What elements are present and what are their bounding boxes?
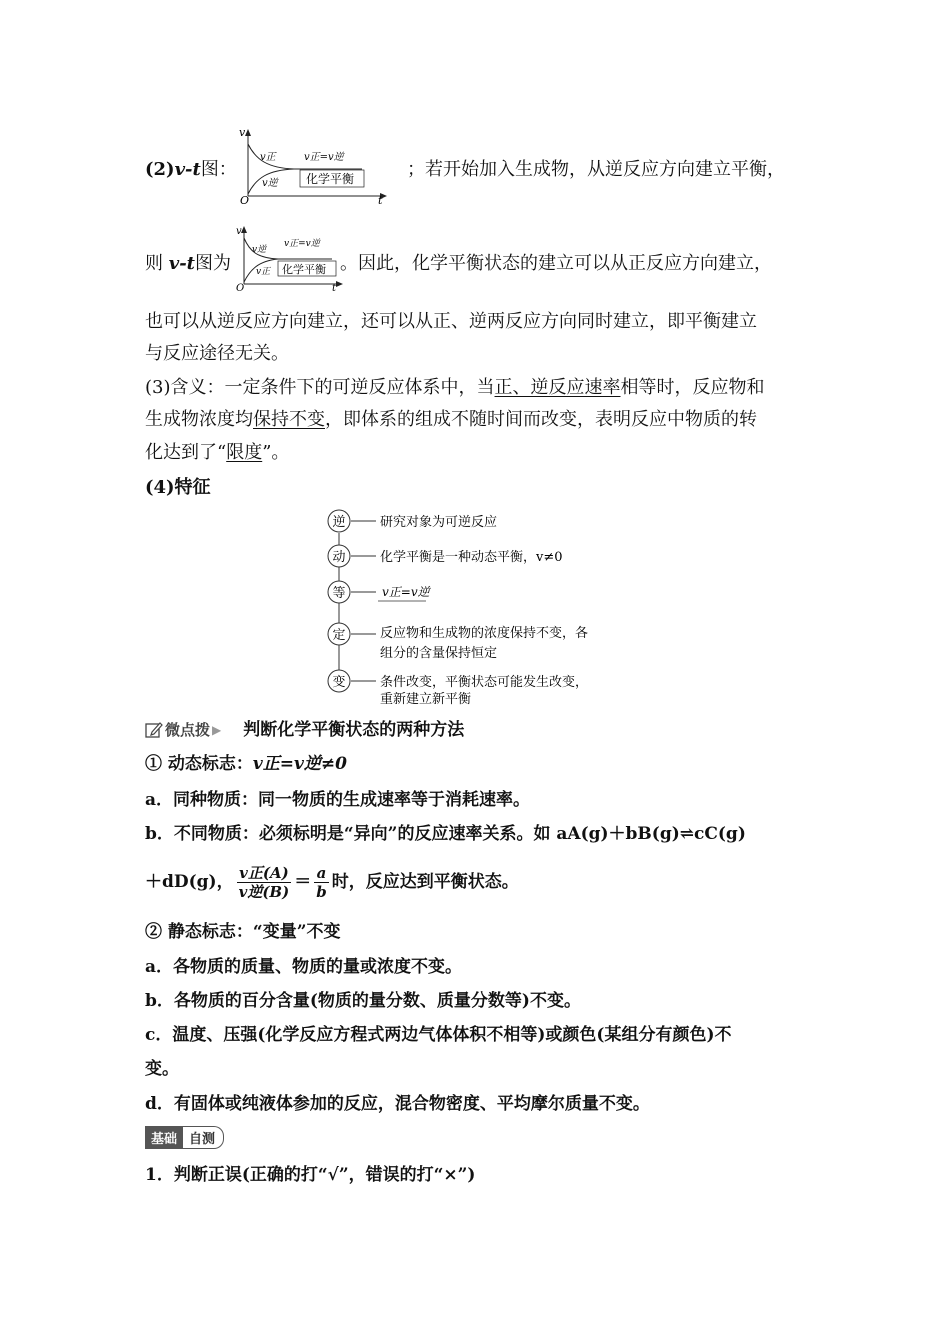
feature-row-0 (328, 510, 497, 532)
feature-text-2: v正=v逆 (382, 585, 430, 599)
fig1-axis-t: t (378, 194, 383, 207)
tip-title: 判断化学平衡状态的两种方法 (243, 720, 465, 740)
rate-num: v正(A) (237, 864, 292, 883)
p2-line1 (145, 158, 237, 182)
p2-after-fig2: 。因此，化学平衡状态的建立可以从正反应方向建立， (340, 253, 772, 274)
p2-line3: 也可以从逆反应方向建立，还可以从正、逆两反应方向同时建立，即平衡建立 (145, 311, 757, 332)
m1-eq: ＝ (294, 872, 312, 892)
p2-after-fig1: ；若开始加入生成物，从逆反应方向建立平衡， (407, 159, 785, 180)
m1-a: a．同种物质：同一物质的生成速率等于消耗速率。 (145, 790, 531, 810)
fig1-axis-v: v (239, 126, 246, 139)
self-test-badge (145, 1126, 224, 1148)
p3-l1-a: (3)含义：一定条件下的可逆反应体系中，当 (145, 377, 495, 398)
p2-then: 则 (145, 253, 163, 274)
m1-head (145, 752, 347, 776)
feature-char-4: 变 (332, 675, 346, 690)
tip-arrow-icon: ▶ (212, 723, 222, 737)
m1-head-text: ① 动态标志： (145, 754, 253, 774)
p3-l2-u: 保持不变 (253, 409, 325, 430)
p2-line2 (145, 252, 231, 276)
p2-graph-is: 图为 (194, 253, 231, 274)
feature-text-4a: 条件改变，平衡状态可能发生改变， (380, 675, 589, 690)
feature-row-3 (328, 623, 588, 661)
q1: 1．判断正误(正确的打“√”，错误的打“×”) (145, 1165, 476, 1185)
fig2-axis-t: t (332, 283, 337, 294)
fig2-upper: v逆 (252, 245, 267, 255)
fig2-axis-o: O (236, 283, 245, 294)
feature-char-0: 逆 (332, 515, 346, 530)
feature-text-3a: 反应物和生成物的浓度保持不变，各 (380, 626, 589, 641)
p4-title: (4)特征 (145, 477, 211, 498)
fig1-eq: v正=v逆 (304, 152, 344, 163)
fig2-box: 化学平衡 (282, 263, 326, 276)
badge-light: 自测 (183, 1126, 224, 1149)
p3-line3 (145, 441, 289, 465)
fig2-axis-v: v (236, 226, 242, 237)
p2-vt: v-t (174, 159, 201, 180)
fig2-eq: v正=v逆 (284, 239, 320, 249)
m2-a: a．各物质的质量、物质的量或浓度不变。 (145, 957, 463, 977)
badge-dark: 基础 (145, 1126, 183, 1149)
m1-c-post: 时，反应达到平衡状态。 (331, 872, 519, 892)
vt-graph-reverse (232, 224, 347, 292)
m2-c2: 变。 (145, 1059, 179, 1079)
tip-label: 微点拨 (165, 721, 211, 739)
feature-text-1: 化学平衡是一种动态平衡，v≠0 (380, 550, 563, 565)
coef-fraction (314, 864, 329, 901)
m1-c (145, 858, 519, 906)
p3-line2 (145, 408, 757, 432)
m2-d: d．有固体或纯液体参加的反应，混合物密度、平均摩尔质量不变。 (145, 1094, 650, 1114)
tip-header (145, 718, 464, 742)
p2-suffix: 图： (200, 159, 237, 180)
edit-icon (145, 721, 163, 739)
coef-den: b (316, 882, 327, 901)
m1-c-pre: ＋dD(g)， (145, 872, 234, 892)
feature-char-1: 动 (332, 550, 346, 565)
p3-l2-a: 生成物浓度均 (145, 409, 253, 430)
fig2-lower: v正 (256, 267, 271, 277)
feature-text-3b: 组分的含量保持恒定 (380, 646, 498, 661)
p2-line4: 与反应途径无关。 (145, 343, 289, 364)
p3-l3-a: 化达到了“ (145, 442, 227, 463)
p2-prefix: (2) (145, 159, 175, 180)
rate-fraction (237, 864, 292, 901)
coef-num: a (314, 864, 329, 883)
p3-l3-u: 限度 (226, 442, 263, 463)
rate-den: v逆(B) (238, 882, 290, 901)
features-diagram (320, 506, 640, 707)
m2-head: ② 静态标志：“变量”不变 (145, 922, 341, 942)
feature-char-2: 等 (332, 586, 346, 601)
p3-line1 (145, 376, 765, 400)
feature-row-1 (328, 545, 563, 567)
feature-row-4 (328, 670, 588, 707)
p3-l1-u: 正、逆反应速率 (494, 377, 621, 398)
m1-b: b．不同物质：必须标明是“异向”的反应速率关系。如 aA(g)＋bB(g)⇌cC(g) (145, 824, 746, 844)
feature-char-3: 定 (332, 628, 346, 643)
feature-text-0: 研究对象为可逆反应 (380, 515, 498, 530)
m1-formula: v正=v逆≠0 (252, 754, 347, 774)
m2-c1: c．温度、压强(化学反应方程式两边气体体积不相等)或颜色(某组分有颜色)不 (145, 1025, 732, 1045)
p3-l2-b: ，即体系的组成不随时间而改变，表明反应中物质的转 (325, 409, 757, 430)
feature-row-2 (328, 581, 432, 603)
m2-b: b．各物质的百分含量(物质的量分数、质量分数等)不变。 (145, 991, 581, 1011)
p3-l3-b: ”。 (262, 442, 290, 463)
p3-l1-b: 相等时，反应物和 (620, 377, 765, 398)
feature-text-4b: 重新建立新平衡 (380, 692, 472, 707)
fig1-box: 化学平衡 (306, 172, 355, 186)
vt-graph-forward (234, 126, 394, 206)
fig1-axis-o: O (240, 194, 250, 207)
fig1-lower: v逆 (262, 178, 278, 189)
p2-vt2: v-t (168, 253, 195, 274)
fig1-upper: v正 (260, 152, 276, 163)
